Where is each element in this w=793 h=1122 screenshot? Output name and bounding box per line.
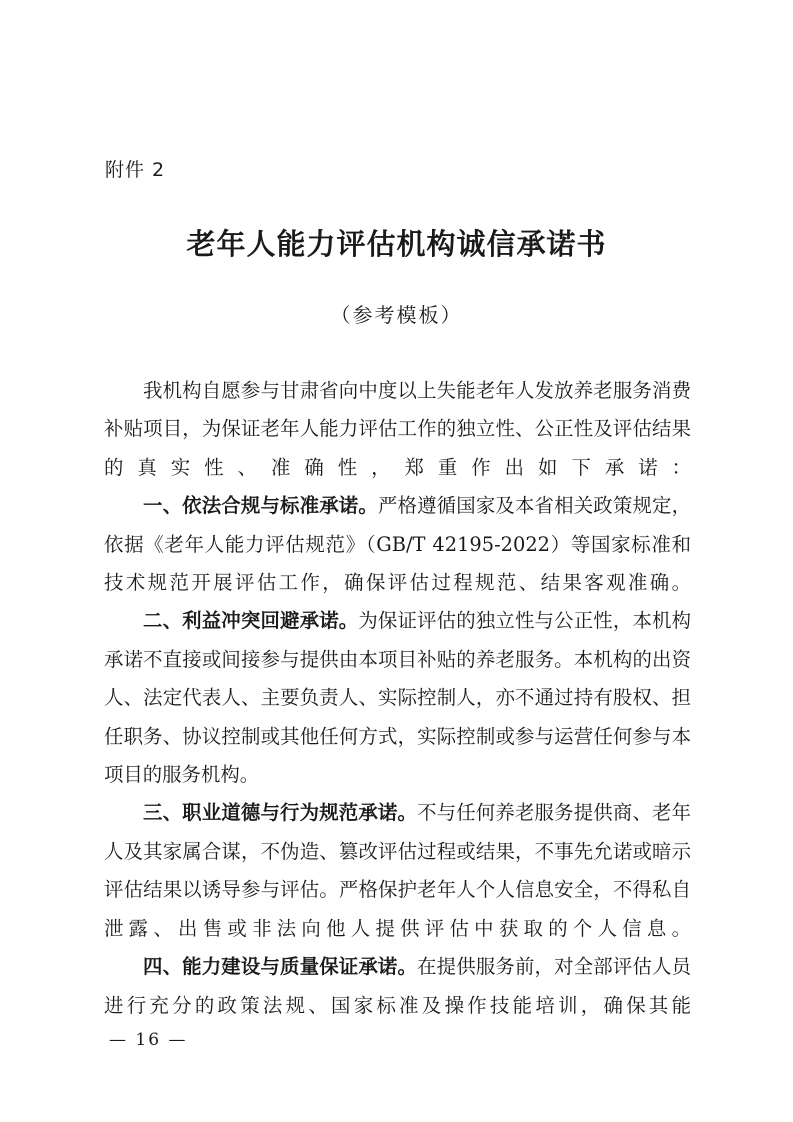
section-heading: 二、利益冲突回避承诺。 [143,609,359,633]
section-heading: 三、职业道德与行为规范承诺。 [143,801,418,825]
document-title: 老年人能力评估机构诚信承诺书 [186,227,607,261]
section-heading: 四、能力建设与质量保证承诺。 [143,955,418,979]
attachment-label: 附件 2 [105,159,166,181]
section-text: 为保证评估的独立性与公正性，本机构承诺不直接或间接参与提供由本项目补贴的养老服务。本机构的出资人、法定代表人、主要负责人、实际控制人，亦不通过持有股权、担任职务、协议控制或其他任何方式，实际控制或参与运营任何参与本项目的服务机构。 [104,609,691,787]
intro-paragraph: 我机构自愿参与甘肃省向中度以上失能老年人发放养老服务消费补贴项目，为保证老年人能力评估工作的独立性、公正性及评估结果的真实性、准确性，郑重作出如下承诺： [104,379,691,479]
section-text: 严格遵循国家及本省相关政策规定，依据《老年人能力评估规范》（GB/T 42195-2022）等国家标准和技术规范开展评估工作，确保评估过程规范、结果客观准确。 [104,494,691,595]
section-paragraph [104,948,691,1025]
section-text: 在提供服务前，对全部评估人员进行充分的政策法规、国家标准及操作技能培训，确保其能 [104,955,691,1017]
section-paragraph [104,794,691,948]
document-body [104,372,691,1025]
section-paragraph [104,602,691,794]
section-paragraph [104,487,691,602]
page-number: — 16 — [109,1030,188,1050]
document-subtitle: （参考模板） [330,303,463,327]
section-heading: 一、依法合规与标准承诺。 [143,494,378,518]
section-text: 不与任何养老服务提供商、老年人及其家属合谋，不伪造、篡改评估过程或结果，不事先允诺或暗示评估结果以诱导参与评估。严格保护老年人个人信息安全，不得私自泄露、出售或非法向他人提供评估中获取的个人信息。 [104,801,691,940]
